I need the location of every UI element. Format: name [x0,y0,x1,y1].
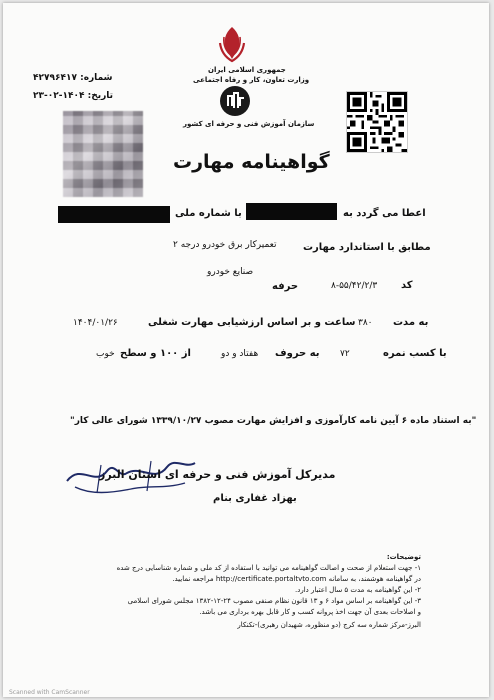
score-label: با کسب نمره [383,348,447,359]
signer-name: بهزاد غفاری بنام [213,493,297,504]
org-name: سازمان آموزش فنی و حرفه ای کشور [183,120,315,128]
duration-value: ۳۸۰ [358,318,373,328]
notes-line-6: البرز-مرکز شماره سه کرج (دو منظوره، شهیدان رهبری)-تکنکار [237,621,421,629]
cert-date [33,91,113,101]
duration-label: به مدت [393,317,429,328]
in-letters-label: به حروف [275,348,320,359]
blurred-photo [63,111,143,197]
in-letters-value: هفتاد و دو [221,349,259,359]
out-of-text: از ۱۰۰ و سطح [120,348,191,359]
ministry-name: وزارت تعاون، کار و رفاه اجتماعی [193,76,310,84]
cert-number [33,73,112,83]
notes-line-3: ۲- این گواهینامه به مدت ۵ سال اعتبار دارد. [295,586,421,594]
notes-line-1: ۱- جهت استعلام از صحت و اصالت گواهینامه می توانید با استفاده از کد ملی و شماره شناسایی درج شده [116,564,421,572]
redacted-national-id [58,206,170,223]
notes-line-2: در گواهینامه هوشمند، به سامانه http://certificate.portaltvto.com مراجعه نمایید. [172,575,421,583]
date-label: تاریخ: [87,91,114,101]
trade-label: حرفه [272,281,299,292]
tvto-logo-icon [218,84,252,118]
scanner-watermark: Scanned with CamScanner [9,689,90,696]
national-id-label: با شماره ملی [175,208,242,219]
date-value: ۱۴۰۴-۰۲-۲۳ [33,91,85,101]
iran-emblem-icon [215,25,249,63]
code-label: کد [401,280,413,291]
awarded-label: اعطا می گردد به [343,208,426,219]
country-name: جمهوری اسلامی ایران [208,66,286,74]
notes-heading: توضیحات: [386,553,421,561]
code-value: ۸-۵۵/۴۲/۲/۳ [331,281,378,291]
hours-text: ساعت و بر اساس ارزشیابی مهارت شغلی [148,317,356,328]
redacted-name [246,203,337,220]
notes-line-4: ۳- این گواهینامه بر اساس مواد ۶ و ۱۳ قانون نظام صنفی مصوب ۲۴-۱۲-۱۳۸۲ مجلس شورای اسلامی [127,597,421,605]
qr-code-icon [346,91,408,153]
standard-value: تعمیرکار برق خودرو درجه ۲ [173,240,277,250]
trade-value: صنایع خودرو [207,267,254,277]
number-value: ۴۲۷۹۶۴۱۷ [33,73,77,83]
cert-issue-date: ۱۴۰۴/۰۱/۲۶ [73,318,118,328]
certificate-page [3,3,489,697]
certificate-title: گواهینامه مهارت [173,151,330,173]
legal-note: "به استناد ماده ۶ آیین نامه کارآموزی و افزایش مهارت مصوب ۱۳۳۹/۱۰/۲۷ شورای عالی کار" [70,416,477,426]
standard-label: مطابق با استاندارد مهارت [303,242,431,253]
notes-block [31,553,421,631]
level-value: خوب [96,349,115,359]
notes-line-5: و اصلاحات بعدی آن جهت اخذ پروانه کسب و کار قابل بهره برداری می باشد. [199,608,421,616]
score-value: ۷۲ [340,349,350,359]
signer-title: مدیرکل آموزش فنی و حرفه ای استان البرز [99,468,336,481]
number-label: شماره: [80,73,113,83]
